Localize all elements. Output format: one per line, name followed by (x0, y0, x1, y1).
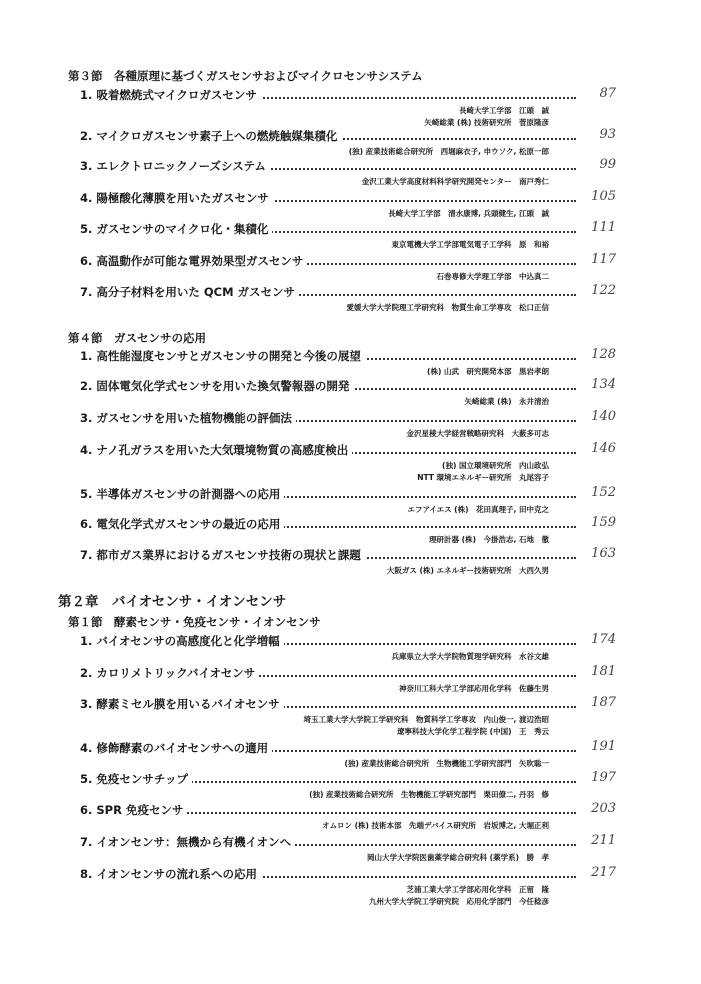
entry-authors: 石巻専修大学理工学部 中込真二 (436, 272, 549, 281)
entry-authors: 金沢星稜大学経営戦略研究科 大薮多可志 (406, 429, 549, 438)
entry-title: 7. 高分子材料を用いた QCM ガスセンサ (80, 284, 299, 300)
toc-entry[interactable] (80, 486, 616, 502)
entry-authors: 九州大学大学院工学研究院 応用化学部門 今任稔彦 (369, 897, 549, 906)
entry-title: 6. 高温動作が可能な電界効果型ガスセンサ (80, 253, 307, 269)
entry-title: 2. マイクロガスセンサ素子上への燃焼触媒集積化 (80, 128, 341, 144)
entry-title: 3. 酵素ミセル膜を用いるバイオセンサ (80, 696, 284, 712)
chapter-heading: 第２章 バイオセンサ・イオンセンサ (58, 594, 287, 610)
page-number: 99 (599, 157, 616, 172)
entry-authors: 遼寧科技大学化学工程学院 (中国) 王 秀云 (397, 727, 549, 736)
toc-entry[interactable] (80, 740, 616, 756)
page-number: 128 (591, 347, 616, 362)
entry-authors: 大阪ガス (株) エネルギー技術研究所 大西久男 (386, 566, 549, 575)
entry-authors: 矢崎総業 (株) 永井清治 (464, 397, 549, 406)
entry-authors: NTT 環境エネルギー研究所 丸尾容子 (417, 473, 549, 482)
entry-authors: 愛媛大学大学院理工学研究科 物質生命工学専攻 松口正信 (346, 303, 549, 312)
section-heading: 第４節 ガスセンサの応用 (68, 331, 206, 345)
page-number: 187 (591, 695, 616, 710)
entry-title: 5. 半導体ガスセンサの計測器への応用 (80, 486, 284, 502)
entry-title: 4. 陽極酸化薄膜を用いたガスセンサ (80, 190, 273, 206)
page-number: 105 (591, 189, 616, 204)
entry-title: 1. バイオセンサの高感度化と化学増幅 (80, 633, 284, 649)
toc-entry[interactable] (80, 221, 616, 237)
entry-authors: 長崎大学工学部 江頭 誠 (459, 106, 549, 115)
toc-entry[interactable] (80, 771, 616, 787)
entry-authors: (独) 産業技術総合研究所 生物機能工学研究部門 栗田僚二, 丹羽 修 (309, 790, 549, 799)
entry-authors: 理研計器 (株) 今掛浩志, 石地 徹 (429, 535, 549, 544)
section-heading: 第１節 酵素センサ・免疫センサ・イオンセンサ (68, 615, 321, 629)
entry-authors: 金沢工業大学高度材料科学研究開発センター 南戸秀仁 (361, 177, 549, 186)
entry-title: 3. ガスセンサを用いた植物機能の評価法 (80, 410, 296, 426)
entry-authors: (株) 山武 研究開発本部 黒岩孝朗 (427, 367, 549, 376)
page-number: 152 (591, 485, 616, 500)
entry-authors: 矢崎総業 (株) 技術研究所 菅原隆彦 (424, 118, 549, 127)
page-number: 211 (591, 833, 616, 848)
page-number: 217 (591, 865, 616, 880)
page-number: 122 (591, 283, 616, 298)
entry-title: 6. SPR 免疫センサ (80, 802, 187, 818)
entry-title: 6. 電気化学式ガスセンサの最近の応用 (80, 516, 284, 532)
toc-entry[interactable] (80, 348, 616, 364)
toc-entry[interactable] (80, 665, 616, 681)
toc-entry[interactable] (80, 547, 616, 563)
page-number: 111 (591, 220, 616, 235)
entry-authors: 岡山大学大学院医歯薬学総合研究科 (薬学系) 勝 孝 (367, 853, 549, 862)
entry-title: 7. イオンセンサ：無機から有機イオンへ (80, 834, 295, 850)
toc-entry[interactable] (80, 190, 616, 206)
toc-entry[interactable] (80, 442, 616, 458)
entry-title: 4. ナノ孔ガラスを用いた大気環境物質の高感度検出 (80, 442, 352, 458)
page-number: 163 (591, 546, 616, 561)
page-number: 159 (591, 515, 616, 530)
page-number: 174 (591, 632, 616, 647)
entry-authors: オムロン (株) 技術本部 先端デバイス研究所 岩坂博之, 大堀正利 (321, 821, 549, 830)
page-number: 93 (599, 127, 616, 142)
toc-entry[interactable] (80, 410, 616, 426)
entry-title: 1. 高性能湿度センサとガスセンサの開発と今後の展望 (80, 348, 365, 364)
page-number: 197 (591, 770, 616, 785)
page-number: 203 (591, 801, 616, 816)
entry-authors: 神奈川工科大学工学部応用化学科 佐藤生男 (399, 684, 549, 693)
toc-entry[interactable] (80, 516, 616, 532)
toc-entry[interactable] (80, 253, 616, 269)
page-number: 140 (591, 409, 616, 424)
entry-title: 8. イオンセンサの流れ系への応用 (80, 866, 261, 882)
entry-title: 1. 吸着燃焼式マイクロガスセンサ (80, 87, 261, 103)
toc-entry[interactable] (80, 696, 616, 712)
entry-authors: 兵庫県立大学大学院物質理学研究科 水谷文雄 (391, 652, 549, 661)
page-number: 117 (591, 252, 616, 267)
toc-entry[interactable] (80, 284, 616, 300)
section-heading: 第３節 各種原理に基づくガスセンサおよびマイクロセンサシステム (68, 69, 423, 83)
entry-title: 4. 修飾酵素のバイオセンサへの適用 (80, 740, 272, 756)
entry-authors: (独) 国立環境研究所 内山政弘 (442, 461, 549, 470)
page-number: 87 (599, 86, 616, 101)
entry-authors: 長崎大学工学部 清水康博, 兵頭健生, 江頭 誠 (388, 209, 549, 218)
entry-authors: (独) 産業技術総合研究所 西堀麻衣子, 申ウソク, 松原一郎 (348, 147, 549, 156)
page-number: 181 (591, 664, 616, 679)
toc-entry[interactable] (80, 866, 616, 882)
entry-title: 2. 固体電気化学式センサを用いた換気警報器の開発 (80, 378, 353, 394)
toc-entry[interactable] (80, 834, 616, 850)
entry-authors: 芝浦工業大学工学部応用化学科 正留 隆 (406, 885, 549, 894)
entry-authors: 埼玉工業大学大学院工学研究科 物質科学工学専攻 内山俊一, 渡辺浩昭 (303, 715, 549, 724)
toc-entry[interactable] (80, 378, 616, 394)
entry-title: 3. エレクトロニックノーズシステム (80, 158, 270, 174)
toc-entry[interactable] (80, 802, 616, 818)
toc-entry[interactable] (80, 87, 616, 103)
toc-entry[interactable] (80, 633, 616, 649)
page-number: 134 (591, 377, 616, 392)
toc-entry[interactable] (80, 128, 616, 144)
page-number: 146 (591, 441, 616, 456)
toc-entry[interactable] (80, 158, 616, 174)
entry-authors: (独) 産業技術総合研究所 生物機能工学研究部門 矢吹聡一 (344, 759, 549, 768)
entry-authors: エフアイエス (株) 花田真理子, 田中克之 (407, 505, 549, 514)
entry-title: 5. ガスセンサのマイクロ化・集積化 (80, 221, 272, 237)
entry-authors: 東京電機大学工学部電気電子工学科 原 和裕 (391, 240, 549, 249)
entry-title: 7. 都市ガス業界におけるガスセンサ技術の現状と課題 (80, 547, 365, 563)
entry-title: 2. カロリメトリックバイオセンサ (80, 665, 259, 681)
page-number: 191 (591, 739, 616, 754)
entry-title: 5. 免疫センサチップ (80, 771, 192, 787)
